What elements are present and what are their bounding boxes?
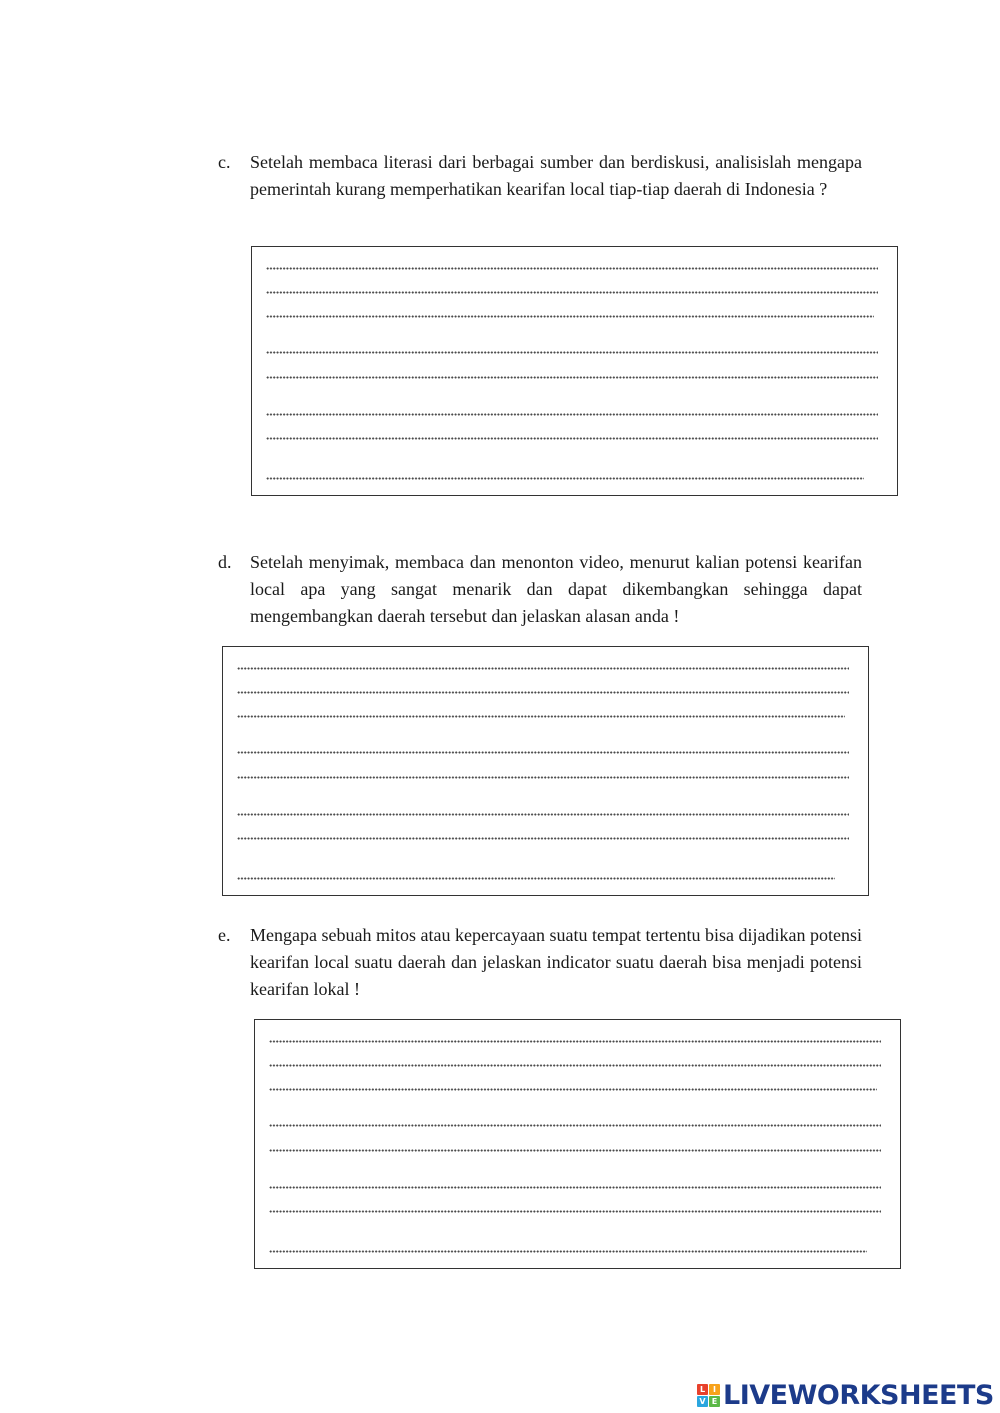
question-e bbox=[218, 922, 862, 1003]
answer-line bbox=[266, 376, 878, 379]
answer-line bbox=[269, 1088, 877, 1091]
answer-line bbox=[237, 715, 845, 718]
answer-box-c[interactable] bbox=[251, 246, 898, 496]
answer-line bbox=[269, 1149, 881, 1152]
answer-line bbox=[269, 1186, 881, 1189]
answer-line bbox=[237, 813, 849, 816]
liveworksheets-logo-text: LIVEWORKSHEETS bbox=[723, 1379, 994, 1411]
answer-line bbox=[266, 315, 874, 318]
answer-line bbox=[266, 437, 878, 440]
logo-mark-letter-e: E bbox=[709, 1396, 720, 1407]
answer-box-d[interactable] bbox=[222, 646, 869, 896]
answer-line bbox=[269, 1064, 881, 1067]
question-c-text: Setelah membaca literasi dari berbagai sumber dan berdiskusi, analisislah mengapa pemerintah kurang memperhatikan kearifan local tiap-tiap daerah di Indonesia ? bbox=[250, 152, 862, 199]
liveworksheets-logo-mark bbox=[697, 1384, 720, 1407]
liveworksheets-logo bbox=[697, 1378, 994, 1412]
answer-line bbox=[269, 1040, 881, 1043]
answer-line bbox=[237, 751, 849, 754]
answer-line bbox=[266, 351, 878, 354]
answer-line bbox=[237, 667, 849, 670]
question-e-letter: e. bbox=[218, 925, 231, 945]
question-d-text: Setelah menyimak, membaca dan menonton video, menurut kalian potensi kearifan local apa yang sangat menarik dan dapat dikembangkan sehingga dapat mengembangkan daerah tersebut dan jelaskan alasan anda ! bbox=[250, 552, 862, 626]
question-d-letter: d. bbox=[218, 552, 232, 572]
answer-line bbox=[269, 1250, 867, 1253]
logo-mark-letter-l: L bbox=[697, 1384, 708, 1395]
question-c bbox=[218, 149, 862, 203]
answer-line bbox=[266, 291, 878, 294]
answer-line bbox=[269, 1124, 881, 1127]
answer-line bbox=[237, 837, 849, 840]
answer-line bbox=[237, 877, 835, 880]
answer-line bbox=[237, 691, 849, 694]
logo-mark-letter-i: I bbox=[709, 1384, 720, 1395]
answer-box-e[interactable] bbox=[254, 1019, 901, 1269]
question-c-letter: c. bbox=[218, 152, 231, 172]
answer-line bbox=[266, 413, 878, 416]
answer-line bbox=[266, 267, 878, 270]
answer-line bbox=[266, 477, 864, 480]
question-e-text: Mengapa sebuah mitos atau kepercayaan suatu tempat tertentu bisa dijadikan potensi kearifan local suatu daerah dan jelaskan indicator suatu daerah bisa menjadi potensi kearifan lokal ! bbox=[250, 925, 862, 999]
answer-line bbox=[237, 776, 849, 779]
logo-mark-letter-v: V bbox=[697, 1396, 708, 1407]
question-d bbox=[218, 549, 862, 630]
answer-line bbox=[269, 1210, 881, 1213]
